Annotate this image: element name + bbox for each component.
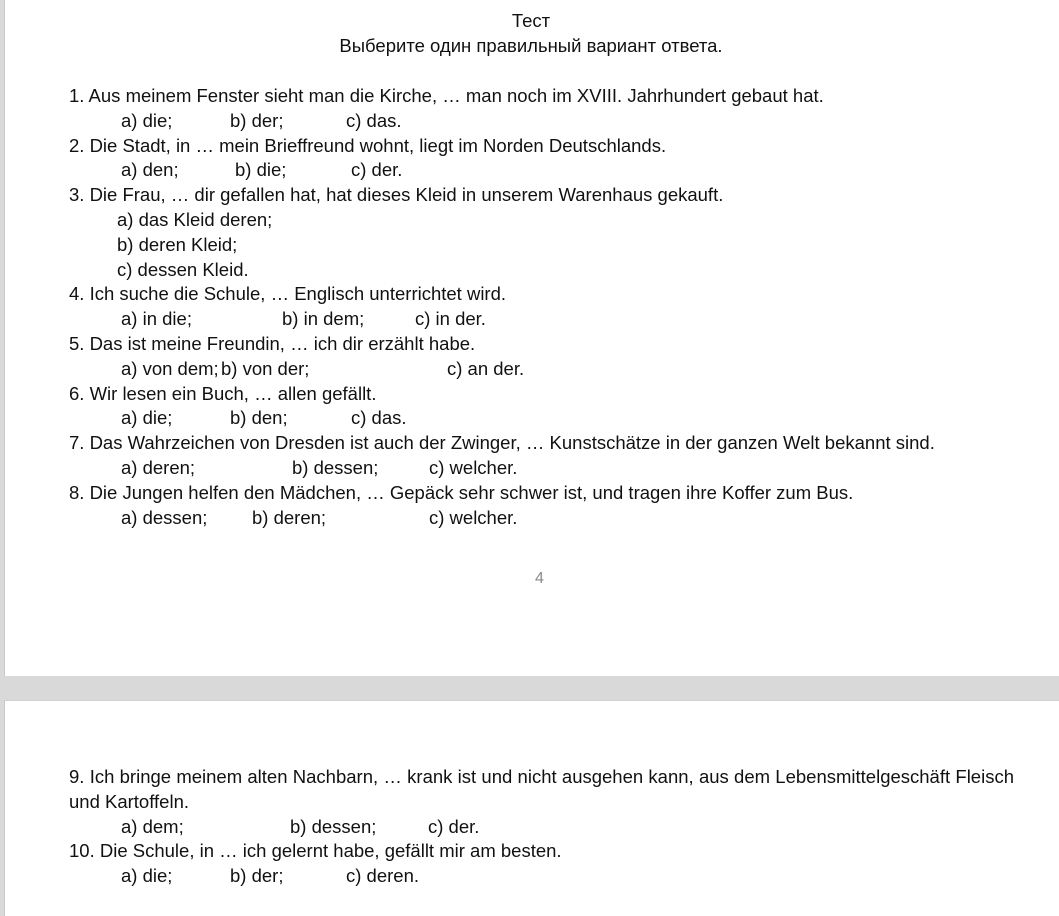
question-8: 8. Die Jungen helfen den Mädchen, … Gepäck sehr schwer ist, und tragen ihre Koffer zum Bus. [69, 481, 854, 503]
question-10: 10. Die Schule, in … ich gelernt habe, gefällt mir am besten. [69, 840, 562, 862]
question-6-options [69, 406, 1014, 431]
instruction-text: Выберите один правильный вариант ответа. [339, 35, 723, 56]
option-a: a) den; [121, 159, 179, 181]
option-c: c) in der. [415, 308, 486, 330]
question-2-options [69, 158, 1014, 183]
document-page-1 [4, 0, 1059, 676]
option-b: b) dessen; [290, 815, 377, 837]
option-c: c) dessen Kleid. [117, 258, 249, 280]
questions-block-2 [69, 765, 1014, 889]
option-a: a) von dem; [121, 357, 219, 379]
question-9: 9. Ich bringe meinem alten Nachbarn, … krank ist und nicht ausgehen kann, aus dem Lebensmittelgeschäft Fleisch und Kartoffeln. [69, 766, 1014, 812]
question-10-options [69, 864, 1014, 889]
option-b: b) den; [230, 407, 288, 429]
option-b: b) die; [235, 159, 287, 181]
option-c: c) das. [351, 407, 407, 429]
question-3: 3. Die Frau, … dir gefallen hat, hat dieses Kleid in unserem Warenhaus gekauft. [69, 184, 724, 206]
option-c: c) deren. [346, 865, 420, 887]
option-c: c) welcher. [429, 506, 518, 528]
option-a: a) das Kleid deren; [117, 208, 273, 230]
question-9-options [69, 815, 1014, 840]
option-c: c) der. [428, 815, 480, 837]
option-a: a) die; [121, 109, 173, 131]
question-7-options [69, 456, 1014, 481]
option-a: a) dem; [121, 815, 184, 837]
question-1-options [69, 109, 1014, 134]
question-4: 4. Ich suche die Schule, … Englisch unterrichtet wird. [69, 283, 507, 305]
option-b: b) deren; [252, 506, 327, 528]
option-c: c) der. [351, 159, 403, 181]
page-title: Тест [511, 10, 551, 31]
option-b: b) dessen; [292, 456, 379, 478]
option-c: c) an der. [447, 357, 525, 379]
option-a: a) die; [121, 865, 173, 887]
question-7: 7. Das Wahrzeichen von Dresden ist auch der Zwinger, … Kunstschätze in der ganzen Welt bekannt sind. [69, 432, 935, 454]
option-c: c) welcher. [429, 456, 518, 478]
question-1: 1. Aus meinem Fenster sieht man die Kirche, … man noch im XVIII. Jahrhundert gebaut hat. [69, 85, 824, 106]
question-4-options [69, 307, 1014, 332]
option-b: b) deren Kleid; [117, 233, 238, 255]
question-2: 2. Die Stadt, in … mein Brieffreund wohnt, liegt im Norden Deutschlands. [69, 134, 667, 156]
question-5-options [69, 357, 1014, 382]
option-b: b) in dem; [282, 308, 365, 330]
option-a: a) deren; [121, 456, 196, 478]
option-a: a) dessen; [121, 506, 208, 528]
document-page-2 [4, 700, 1059, 916]
question-5: 5. Das ist meine Freundin, … ich dir erzählt habe. [69, 332, 476, 354]
option-c: c) das. [346, 109, 402, 131]
question-6: 6. Wir lesen ein Buch, … allen gefällt. [69, 382, 377, 404]
option-b: b) der; [230, 865, 284, 887]
question-8-options [69, 506, 1014, 531]
option-a: a) die; [121, 407, 173, 429]
option-b: b) der; [230, 109, 284, 131]
option-b: b) von der; [221, 357, 310, 379]
questions-block-1 [69, 84, 1014, 530]
page-number: 4 [535, 570, 544, 587]
option-a: a) in die; [121, 308, 192, 330]
